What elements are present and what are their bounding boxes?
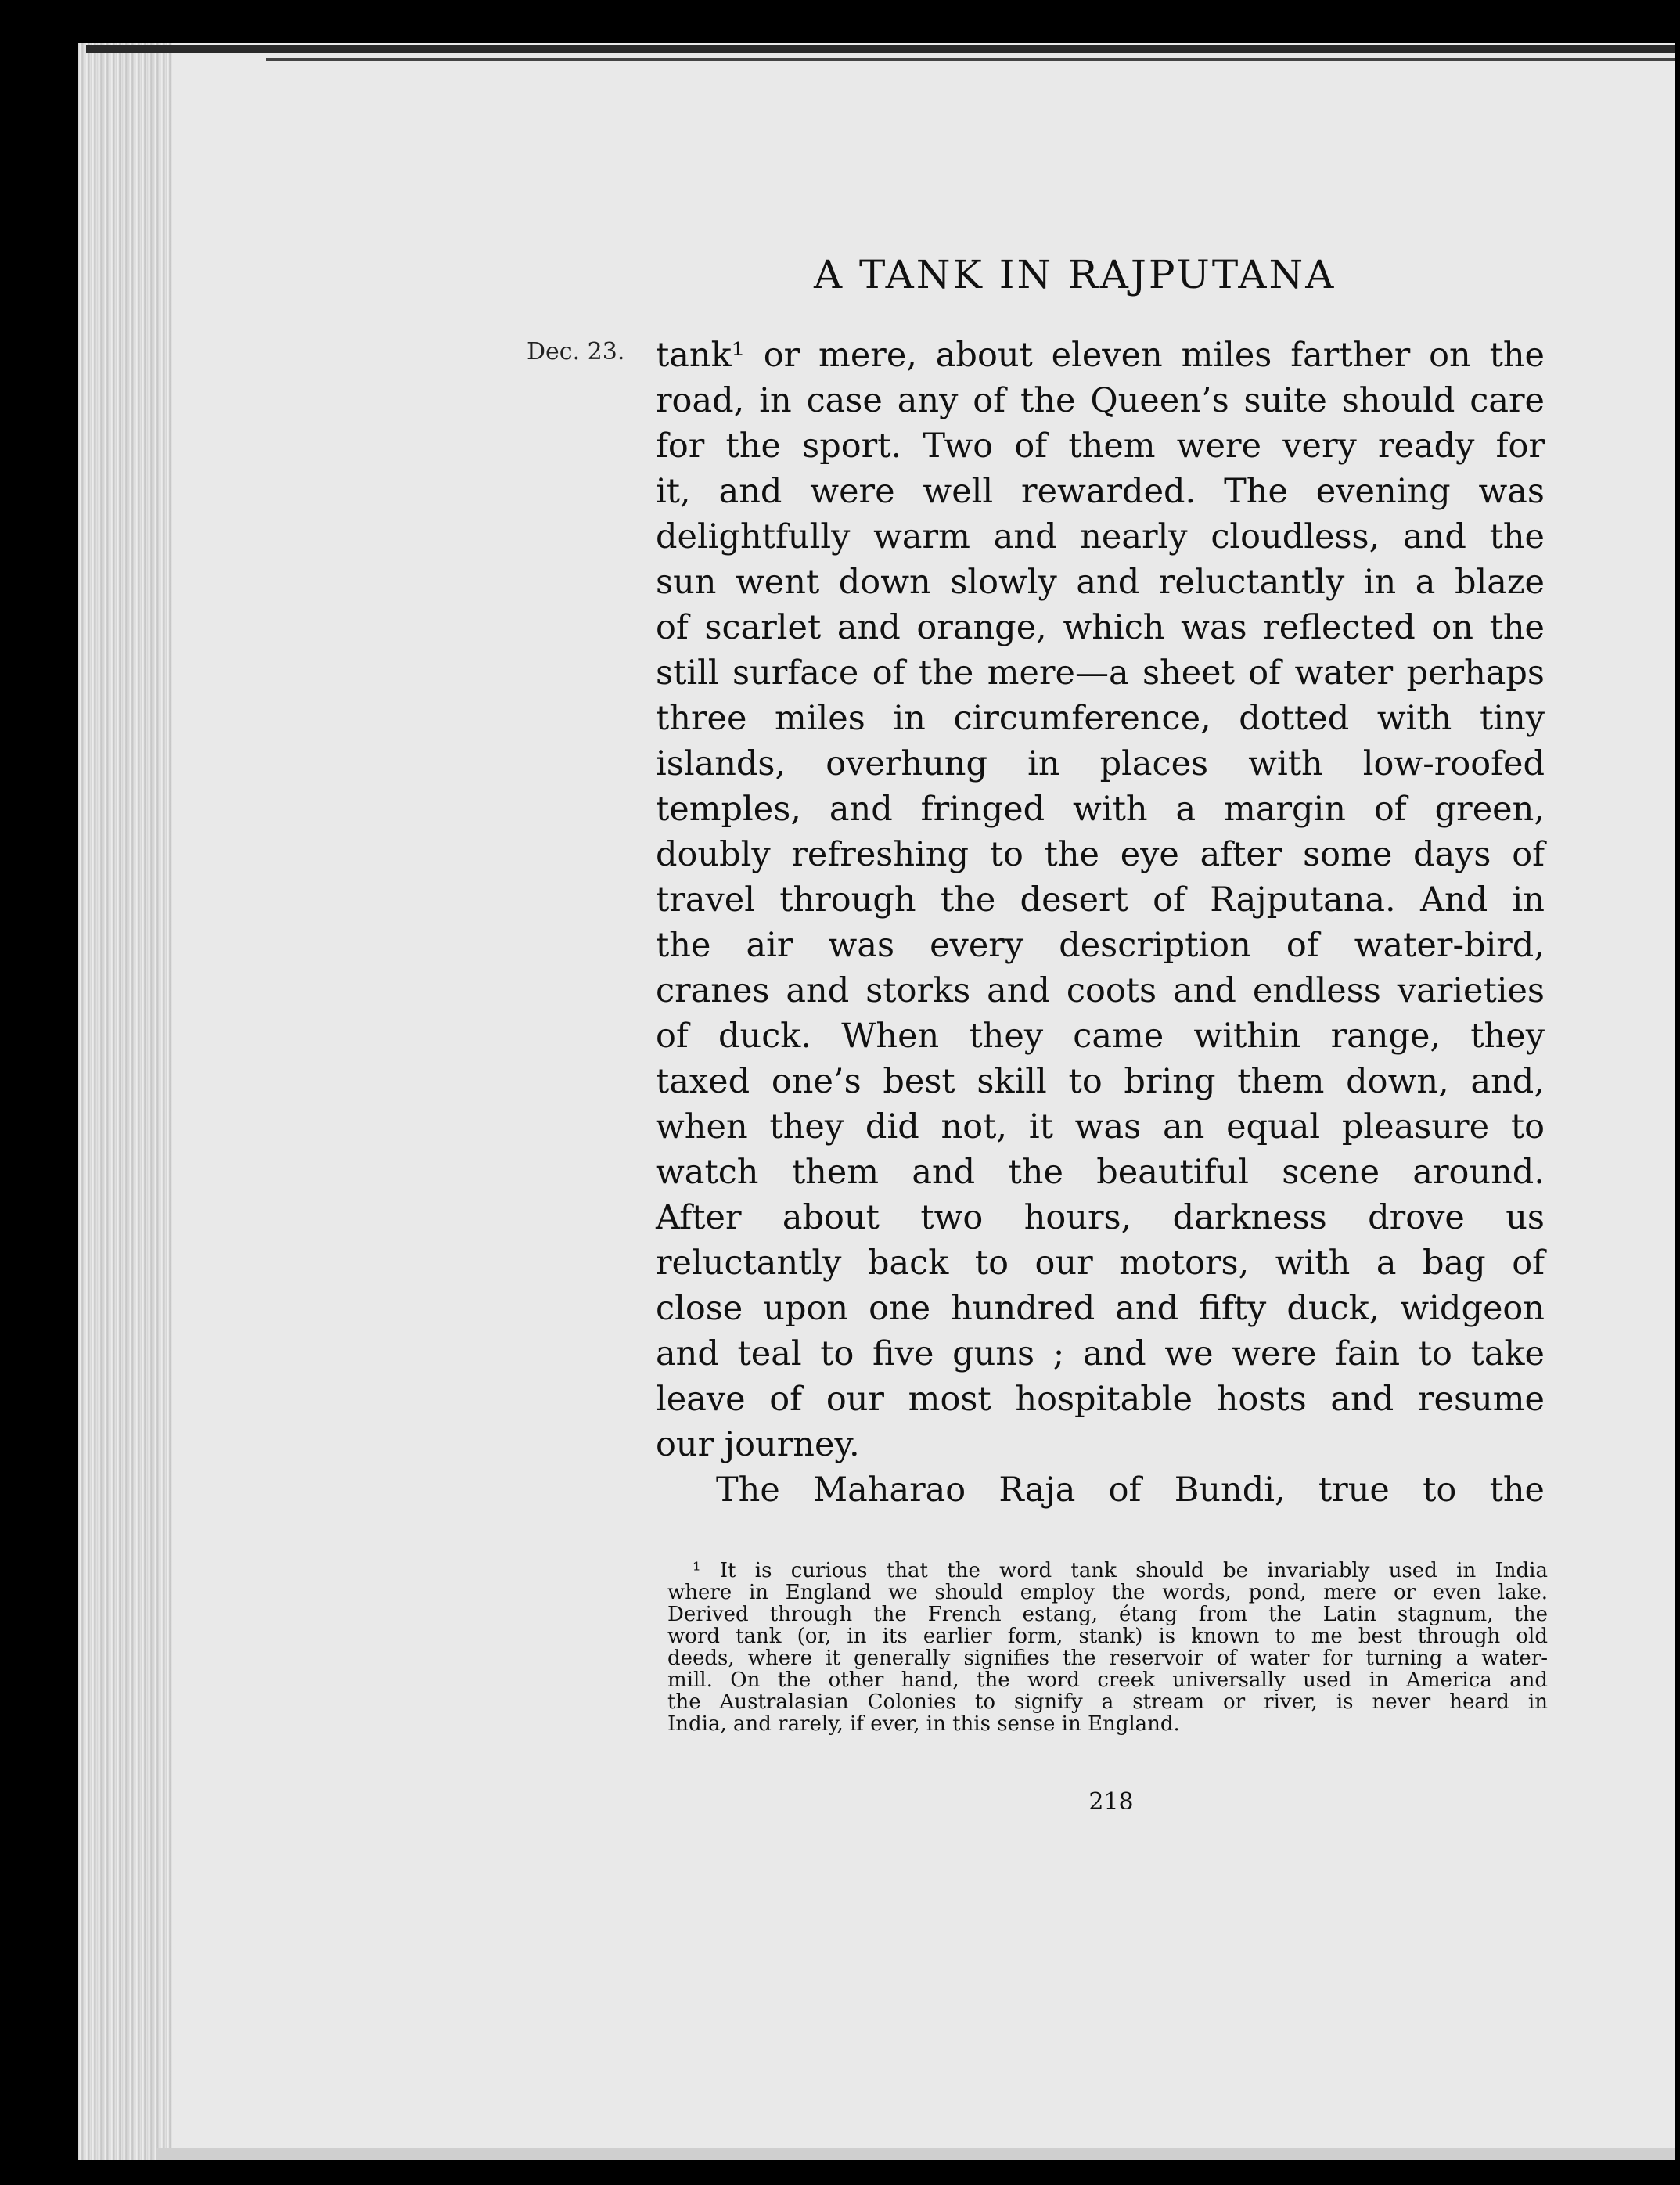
top-border-inner <box>266 58 1675 61</box>
body-line: road, in case any of the Queen’s suite should care <box>656 381 1545 420</box>
body-line: of duck. When they came within range, they <box>656 1017 1545 1056</box>
footnote-line: ¹ It is curious that the word tank should be invariably used in India <box>693 1559 1548 1582</box>
body-line: temples, and fringed with a margin of green, <box>656 790 1545 829</box>
body-line: reluctantly back to our motors, with a bag of <box>656 1244 1545 1283</box>
body-line: islands, overhung in places with low-roofed <box>656 744 1545 783</box>
running-head: A TANK IN RAJPUTANA <box>814 252 1336 297</box>
body-line: taxed one’s best skill to bring them down, and, <box>656 1062 1545 1101</box>
body-line: delightfully warm and nearly cloudless, and the <box>656 517 1545 556</box>
body-line: close upon one hundred and fifty duck, widgeon <box>656 1289 1545 1328</box>
page-number: 218 <box>1088 1788 1134 1816</box>
footnote-line: the Australasian Colonies to signify a stream or river, is never heard in <box>667 1690 1548 1714</box>
footnote-line: Derived through the French estang, étang from the Latin stagnum, the <box>667 1603 1548 1626</box>
footnote-line: where in England we should employ the words, pond, mere or even lake. <box>667 1581 1548 1604</box>
footnote-line: India, and rarely, if ever, in this sense in England. <box>667 1712 1180 1736</box>
body-line: three miles in circumference, dotted with tiny <box>656 699 1545 738</box>
body-line: leave of our most hospitable hosts and resume <box>656 1380 1545 1419</box>
body-line: the air was every description of water-bird, <box>656 926 1545 965</box>
body-line: and teal to five guns ; and we were fain to take <box>656 1334 1545 1373</box>
bottom-edge <box>156 2148 1675 2160</box>
footnote-line: deeds, where it generally signifies the reservoir of water for turning a water- <box>667 1647 1548 1670</box>
body-line: tank¹ or mere, about eleven miles farther on the <box>656 336 1545 375</box>
body-line: of scarlet and orange, which was reflected on the <box>656 608 1545 647</box>
body-line: The Maharao Raja of Bundi, true to the <box>716 1470 1545 1510</box>
body-line: our journey. <box>656 1425 860 1464</box>
body-line: doubly refreshing to the eye after some days of <box>656 835 1545 874</box>
body-line: travel through the desert of Rajputana. And in <box>656 880 1545 920</box>
page-edges <box>78 43 172 2160</box>
margin-date-note: Dec. 23. <box>527 338 625 365</box>
footnote-line: mill. On the other hand, the word creek universally used in America and <box>667 1668 1548 1692</box>
body-line: cranes and storks and coots and endless varieties <box>656 971 1545 1010</box>
body-line: watch them and the beautiful scene around. <box>656 1153 1545 1192</box>
body-line: After about two hours, darkness drove us <box>656 1198 1545 1237</box>
body-line: it, and were well rewarded. The evening was <box>656 472 1545 511</box>
footnote-line: word tank (or, in its earlier form, stank) is known to me best through old <box>667 1625 1548 1648</box>
top-border <box>86 45 1675 53</box>
body-line: sun went down slowly and reluctantly in a blaze <box>656 563 1545 602</box>
body-line: for the sport. Two of them were very ready for <box>656 427 1545 466</box>
body-line: still surface of the mere—a sheet of water perhaps <box>656 653 1545 693</box>
body-line: when they did not, it was an equal pleasure to <box>656 1107 1545 1146</box>
